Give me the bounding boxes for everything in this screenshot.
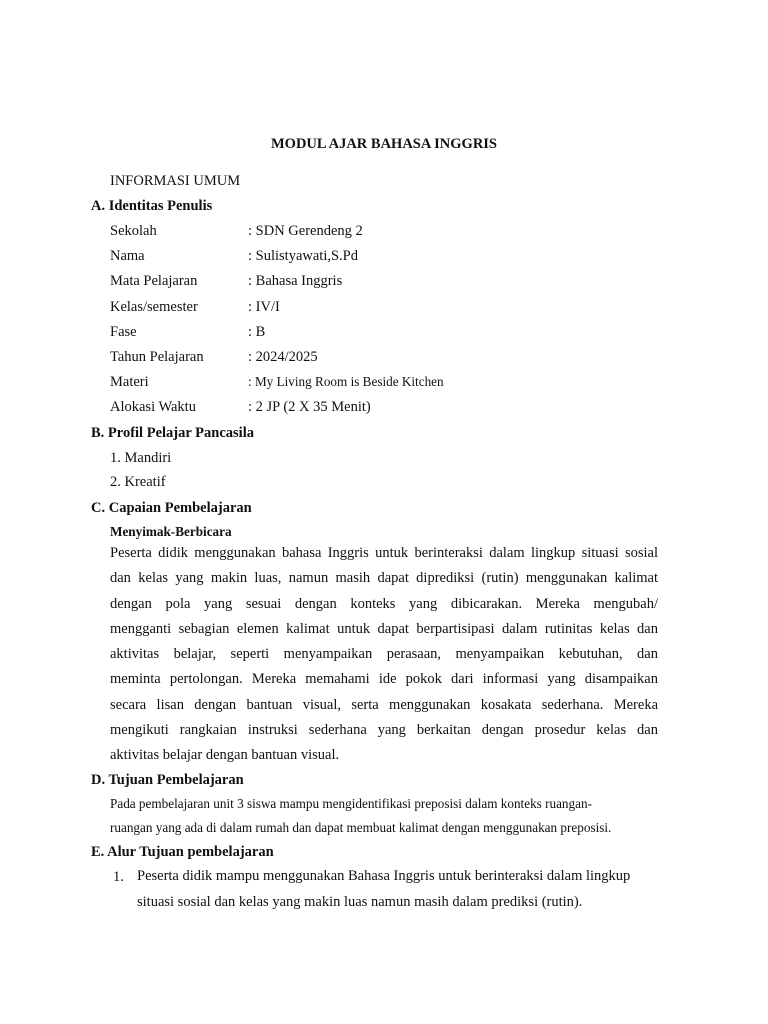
section-c-heading: C. Capaian Pembelajaran	[91, 500, 252, 516]
paragraph-line: Pada pembelajaran unit 3 siswa mampu mengidentifikasi preposisi dalam konteks ruangan-	[110, 796, 592, 811]
paragraph-line: mengganti sebagian elemen kalimat untuk dapat berpartisipasi dalam rutinitas kelas dan	[110, 620, 658, 637]
paragraph-line: aktivitas belajar dengan bantuan visual.	[110, 747, 340, 764]
general-info-heading: INFORMASI UMUM	[110, 173, 241, 189]
section-c-subheading: Menyimak-Berbicara	[110, 524, 232, 539]
paragraph-line: meminta pertolongan. Mereka memahami ide pokok dari informasi yang disampaikan	[110, 671, 658, 688]
learning-outcome-paragraph	[110, 541, 658, 769]
paragraph-line: dengan pola yang sesuai dengan konteks yang dibicarakan. Mereka mengubah/	[110, 595, 658, 612]
list-item-line: Peserta didik mampu menggunakan Bahasa Inggris untuk berinteraksi dalam lingkup	[137, 868, 631, 884]
identity-value: : SDN Gerendeng 2	[248, 223, 363, 239]
list-item	[137, 864, 659, 915]
paragraph-line: ruangan yang ada di dalam rumah dan dapat membuat kalimat dengan menggunakan preposisi.	[110, 820, 612, 835]
identity-value: : Bahasa Inggris	[248, 273, 343, 289]
paragraph-line: Peserta didik menggunakan bahasa Inggris untuk berinteraksi dalam lingkup situasi sosial	[110, 545, 658, 561]
identity-label: Tahun Pelajaran	[110, 349, 204, 365]
identity-label: Sekolah	[110, 223, 157, 239]
identity-label: Mata Pelajaran	[110, 273, 198, 289]
paragraph-line: aktivitas belajar, seperti menyampaikan perasaan, menyampaikan kebutuhan, dan	[110, 646, 658, 663]
section-a-heading: A. Identitas Penulis	[91, 198, 213, 214]
identity-label: Materi	[110, 374, 149, 390]
paragraph-line: mengikuti rangkaian instruksi sederhana yang berkaitan dengan prosedur kelas dan	[110, 722, 658, 739]
identity-value: : 2024/2025	[248, 349, 318, 365]
learning-objective-paragraph	[110, 792, 658, 840]
identity-label: Nama	[110, 248, 145, 264]
identity-value: : Sulistyawati,S.Pd	[248, 248, 358, 264]
section-d-heading: D. Tujuan Pembelajaran	[91, 772, 244, 788]
identity-value: : My Living Room is Beside Kitchen	[248, 374, 444, 389]
list-number: 1.	[113, 869, 124, 885]
identity-value: : B	[248, 324, 266, 340]
paragraph-line: secara lisan dengan bantuan visual, serta menggunakan kosakata sederhana. Mereka	[110, 696, 658, 713]
identity-label: Fase	[110, 324, 137, 340]
document-title: MODUL AJAR BAHASA INGGRIS	[271, 136, 497, 152]
identity-label: Kelas/semester	[110, 299, 198, 315]
section-b-heading: B. Profil Pelajar Pancasila	[91, 425, 254, 441]
list-item-line: situasi sosial dan kelas yang makin luas namun masih dalam prediksi (rutin).	[137, 893, 583, 910]
identity-label: Alokasi Waktu	[110, 399, 196, 415]
profile-item: 2. Kreatif	[110, 474, 166, 490]
section-e-heading: E. Alur Tujuan pembelajaran	[91, 844, 274, 860]
identity-value: : IV/I	[248, 299, 280, 315]
paragraph-line: dan kelas yang makin luas, namun masih dapat diprediksi (rutin) menggunakan kalimat	[110, 570, 658, 587]
profile-item: 1. Mandiri	[110, 450, 172, 466]
identity-value: : 2 JP (2 X 35 Menit)	[248, 399, 371, 415]
